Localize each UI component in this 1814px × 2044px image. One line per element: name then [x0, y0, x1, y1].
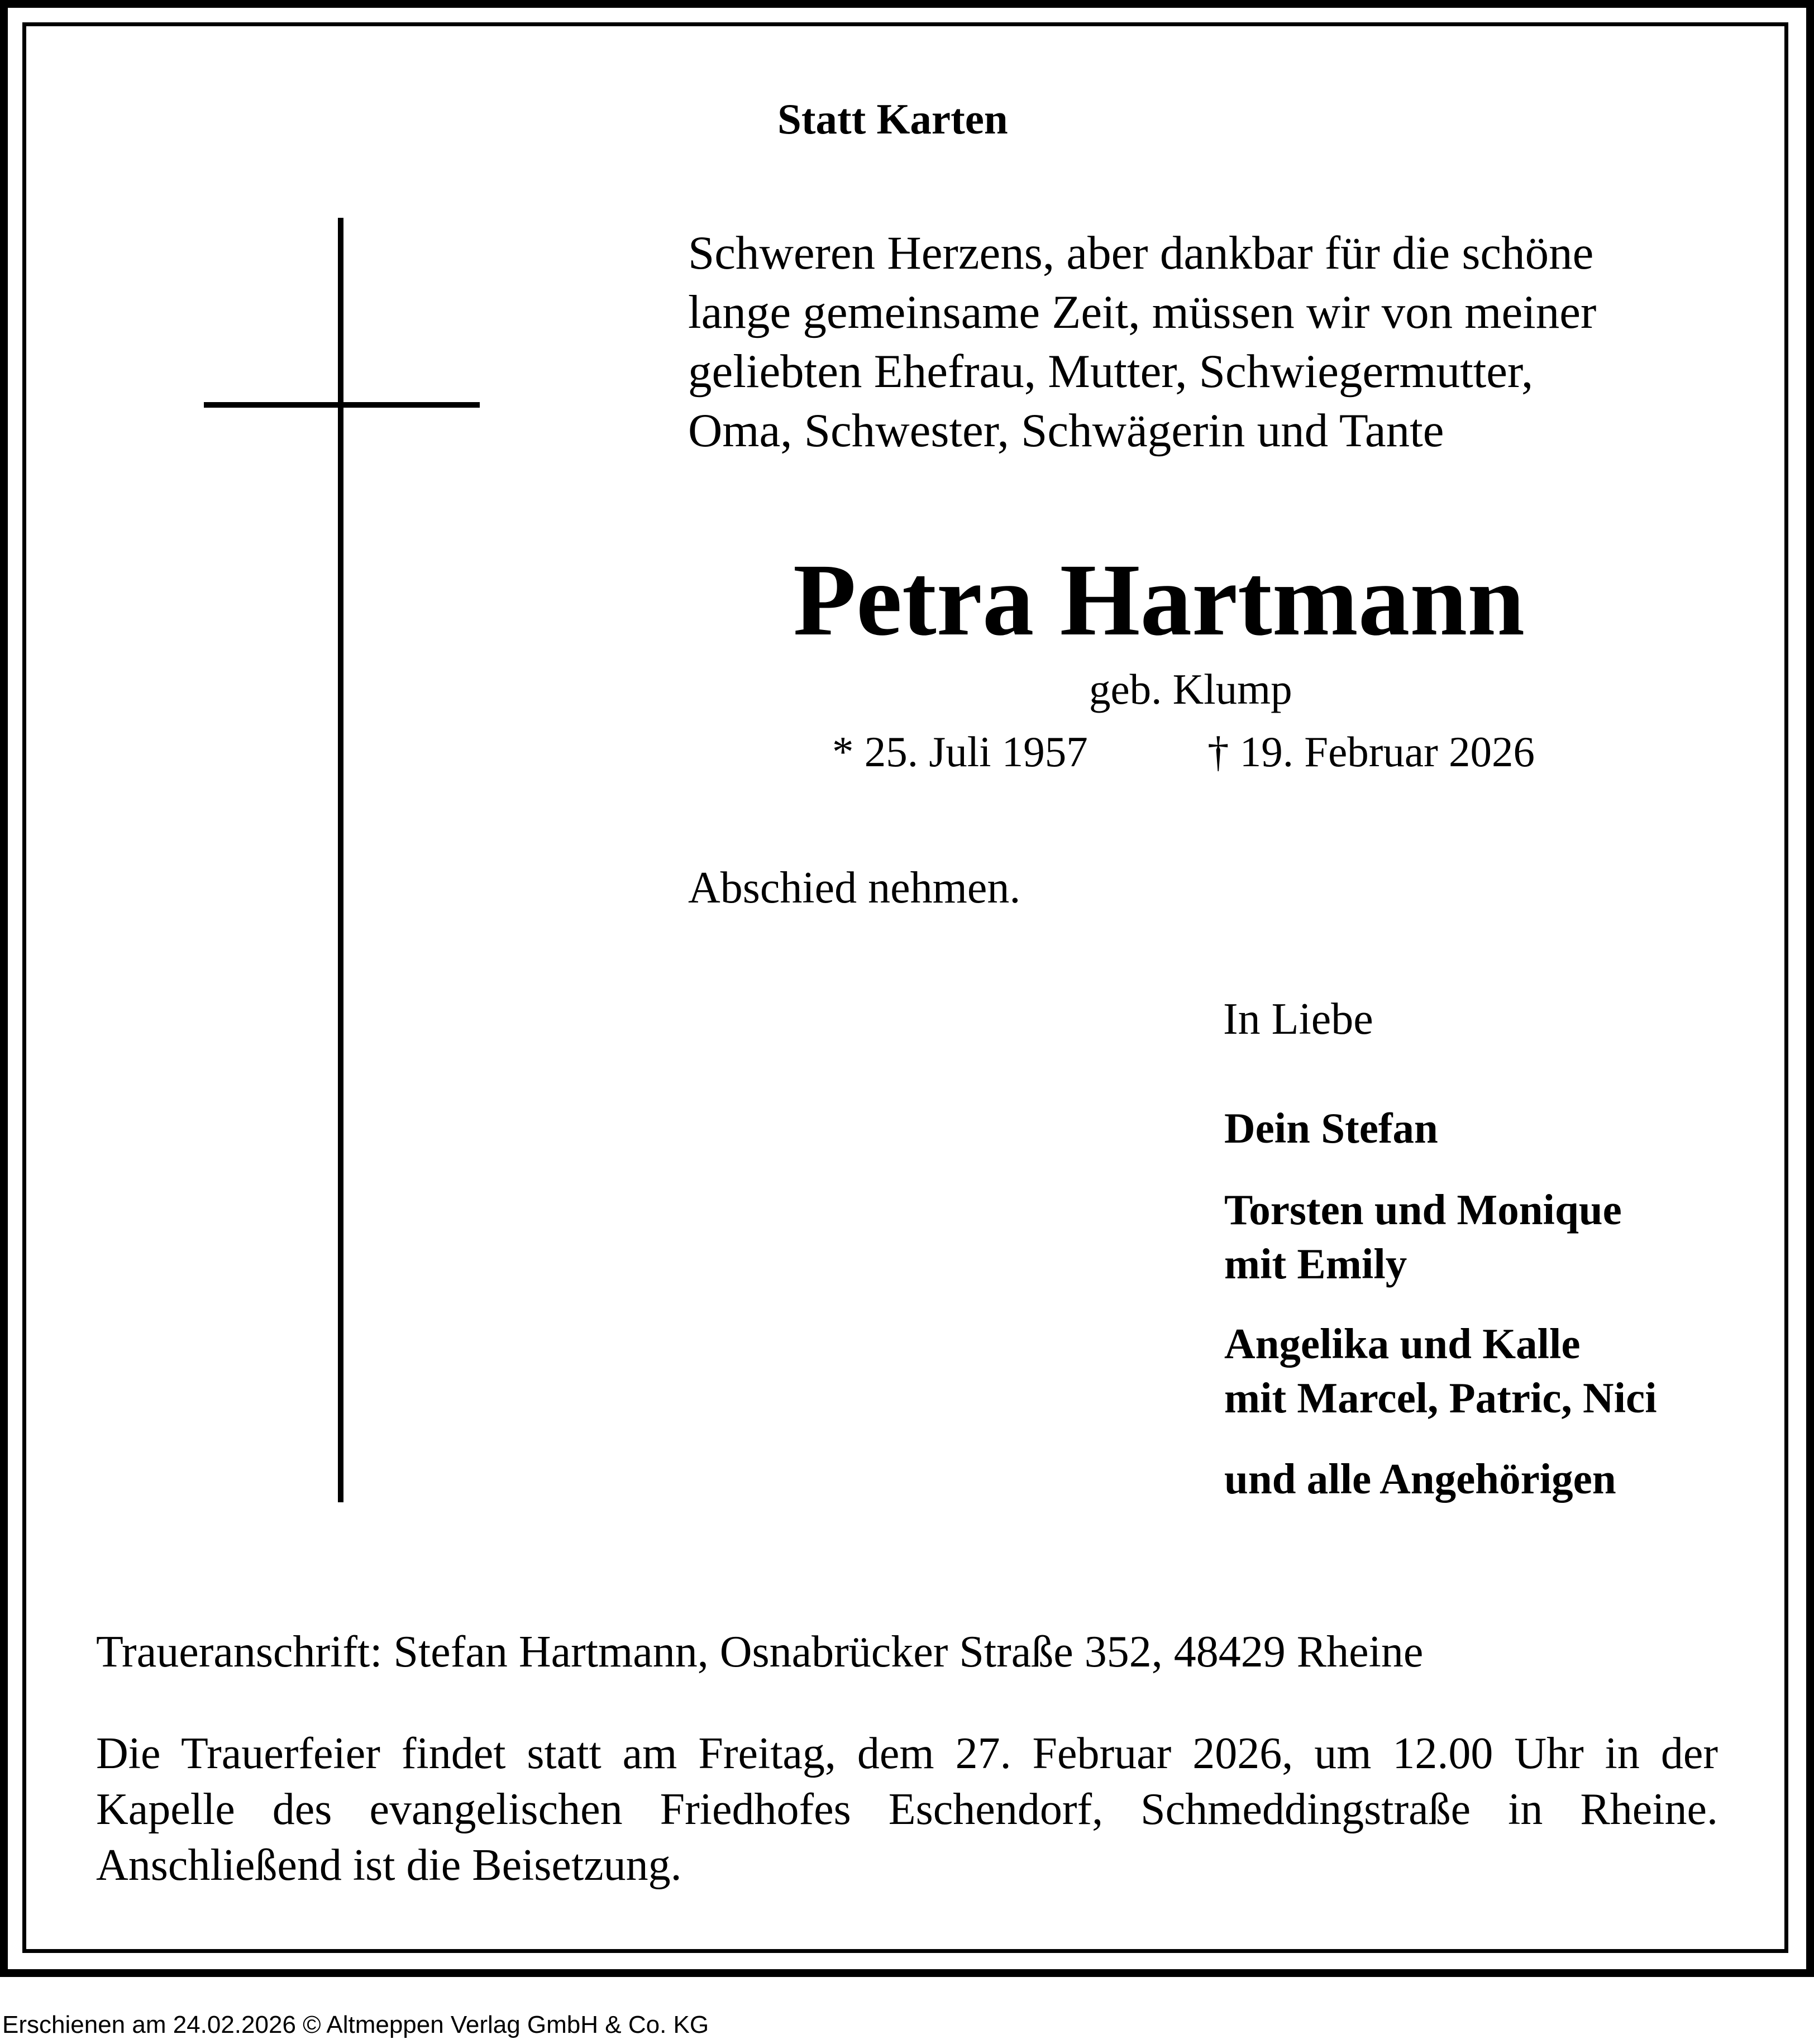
maiden-name: geb. Klump	[1089, 665, 1292, 713]
signatory: Torsten und Monique	[1224, 1186, 1622, 1234]
birth-date: * 25. Juli 1957	[832, 728, 1088, 776]
ceremony-details: Die Trauerfeier findet statt am Freitag, dem 27. Februar 2026, um 12.00 Uhr in der Kapelle des evangelischen Friedhofes Eschendorf, Schmeddingstraße in Rheine. Anschließend ist die Beisetzung.	[96, 1729, 1718, 1890]
closing-text: In Liebe	[1223, 995, 1373, 1044]
signatory: und alle Angehörigen	[1224, 1455, 1616, 1503]
publication-footer: Erschienen am 24.02.2026 © Altmeppen Verlag GmbH & Co. KG	[2, 2011, 709, 2038]
deceased-name: Petra Hartmann	[793, 543, 1525, 657]
notice-heading: Statt Karten	[777, 95, 1008, 143]
intro-line: lange gemeinsame Zeit, müssen wir von meiner	[688, 286, 1597, 338]
intro-line: Oma, Schwester, Schwägerin und Tante	[688, 404, 1444, 457]
signatory: Dein Stefan	[1224, 1104, 1438, 1152]
farewell-text: Abschied nehmen.	[688, 863, 1021, 913]
signatory: mit Emily	[1224, 1240, 1407, 1288]
cross-icon	[201, 218, 480, 1502]
death-date: † 19. Februar 2026	[1207, 728, 1535, 776]
intro-line: geliebten Ehefrau, Mutter, Schwiegermutter,	[688, 345, 1534, 398]
intro-text	[688, 223, 1738, 460]
mourning-address: Traueranschrift: Stefan Hartmann, Osnabrücker Straße 352, 48429 Rheine	[96, 1627, 1424, 1677]
intro-line: Schweren Herzens, aber dankbar für die schöne	[688, 227, 1594, 279]
signatory: Angelika und Kalle	[1224, 1320, 1581, 1368]
signatory: mit Marcel, Patric, Nici	[1224, 1374, 1657, 1422]
